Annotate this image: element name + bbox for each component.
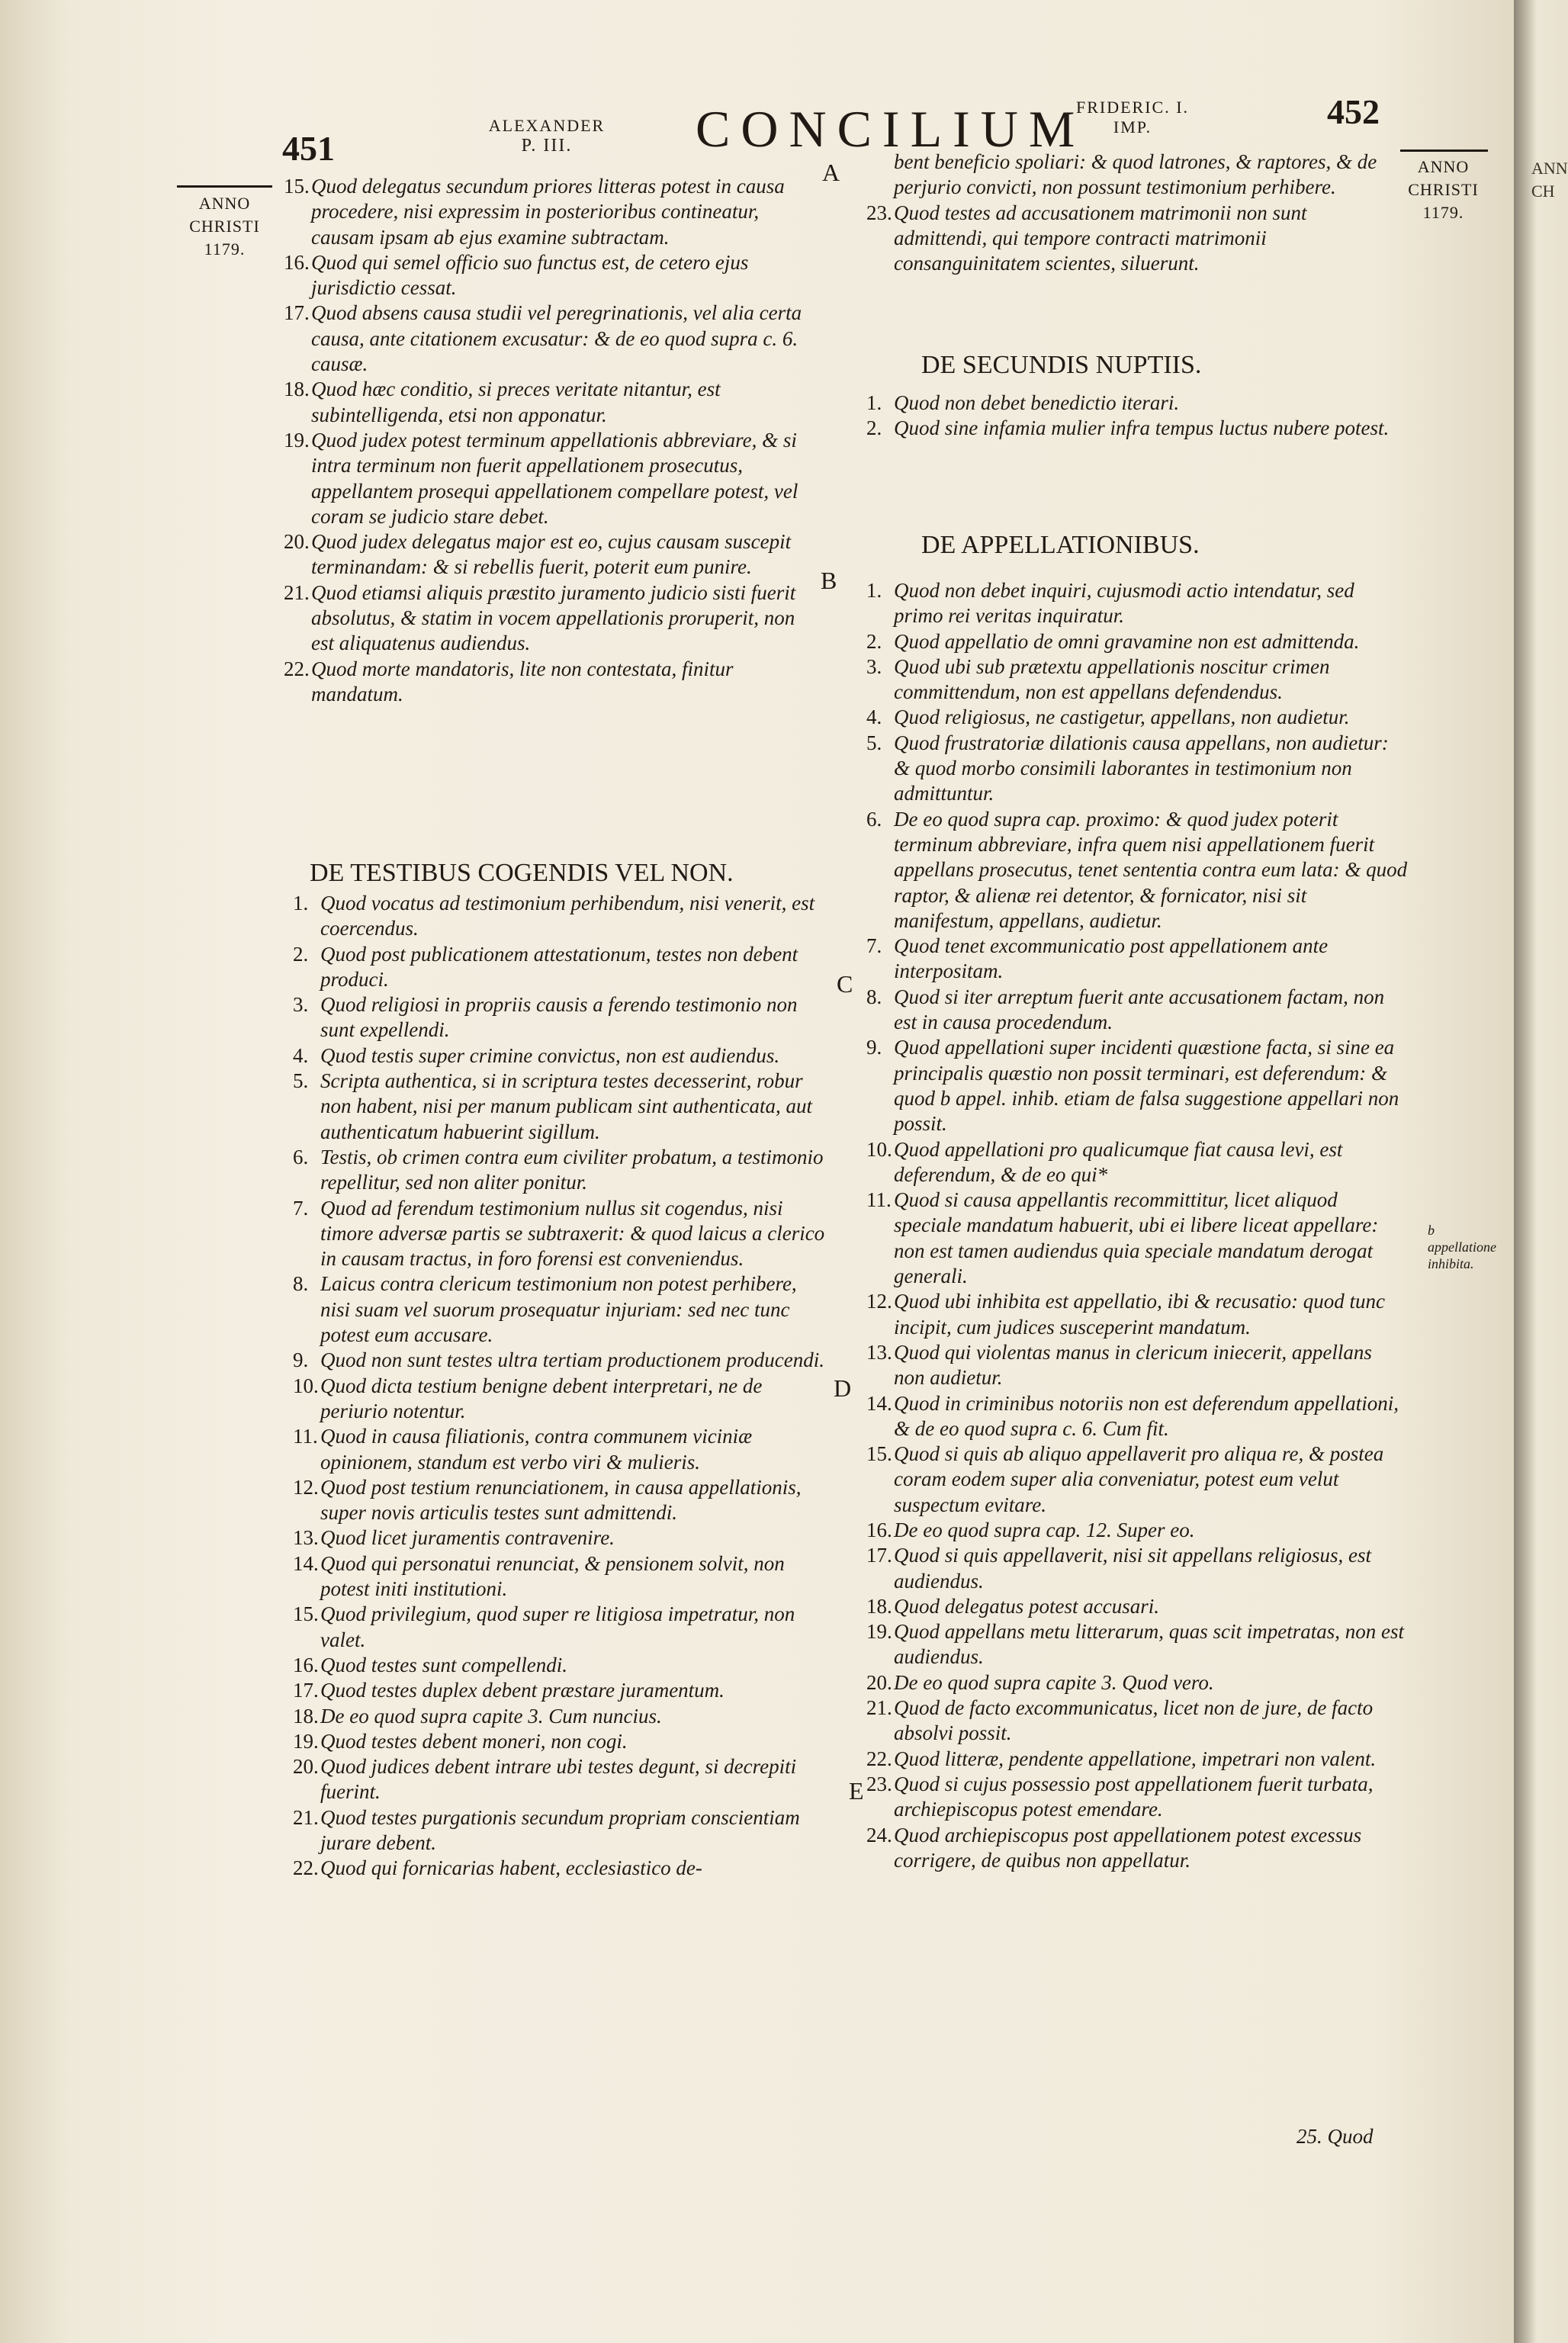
left-anno-label: ANNO xyxy=(198,194,251,213)
list-item: 7. Quod tenet excommunicatio post appellationem ante interpositam. xyxy=(866,934,1329,983)
list-item: 6. Testis, ob crimen contra eum civiliter probatum, a testimonio repellitur, sed non aliter ponitur. xyxy=(293,1145,824,1194)
left-christi-label: CHRISTI xyxy=(189,217,260,236)
list-item: 11. Quod si causa appellantis recommittitur, licet aliquod speciale mandatum habuerit, ubi ei libere liceat appellare: non est tamen audiendus quia speciale mandatum derogat generali. xyxy=(866,1188,1379,1288)
right-year: 1179. xyxy=(1422,203,1464,222)
right-year-note xyxy=(1396,156,1491,224)
list-item: 8. Quod si iter arreptum fuerit ante accusationem factam, non est in causa procedendum. xyxy=(866,985,1385,1034)
list-item: 2. Quod sine infamia mulier infra tempus luctus nubere potest. xyxy=(866,416,1390,440)
left-running-author xyxy=(482,116,612,156)
section-letter-b: B xyxy=(821,567,837,594)
list-item: 13.Quod licet juramentis contravenire. xyxy=(293,1526,615,1550)
right-christi-label: CHRISTI xyxy=(1408,180,1479,199)
testibus-list xyxy=(285,891,828,1882)
list-item: 1. Quod non debet benedictio iterari. xyxy=(866,391,1180,414)
appellationibus-list xyxy=(859,578,1408,1873)
list-item: 20.De eo quod supra capite 3. Quod vero. xyxy=(866,1670,1214,1694)
section-letter-a: A xyxy=(822,159,840,186)
list-item: 17.Quod si quis appellaverit, nisi sit appellans religiosus, est audiendus. xyxy=(866,1544,1371,1593)
left-column xyxy=(276,174,819,707)
right-margin-rule xyxy=(1400,149,1488,152)
right-column-intro xyxy=(859,149,1393,276)
right-running-author xyxy=(1068,98,1197,137)
list-item: 1. Quod non debet inquiri, cujusmodi actio intendatur, sed primo rei veritas inquiratur. xyxy=(866,579,1354,628)
list-item: 22.Quod morte mandatoris, lite non contestata, finitur mandatum. xyxy=(284,657,734,705)
section-heading-appellationibus: DE APPELLATIONIBUS. xyxy=(921,531,1200,560)
page-title: CONCILIUM xyxy=(696,100,1086,158)
section-letter-c: C xyxy=(837,970,853,998)
list-item: 3. Quod religiosi in propriis causis a ferendo testimonio non sunt expellendi. xyxy=(293,993,798,1042)
list-item: 13.Quod qui violentas manus in clericum iniecerit, appellans non audietur. xyxy=(866,1340,1372,1390)
list-item: 12.Quod ubi inhibita est appellatio, ibi & recusatio: quod tunc incipit, cum judices susceperint mandatum. xyxy=(866,1290,1385,1339)
list-item: 4. Quod testis super crimine convictus, non est audiendus. xyxy=(293,1043,780,1067)
right-page-number: 452 xyxy=(1327,92,1380,131)
list-item: 7. Quod ad ferendum testimonium nullus sit cogendus, nisi timore adversæ partis se subtraxerit: & quod laicus a clerico in causam tractus, in foro forensi est conveniendus. xyxy=(293,1196,825,1271)
list-item: 18.Quod hæc conditio, si preces veritate nitantur, est subintelligenda, etsi non apponatur. xyxy=(284,378,721,426)
left-author-sub: P. III. xyxy=(521,136,573,156)
list-item: 16.Quod qui semel officio suo functus est, de cetero ejus jurisdictio cessat. xyxy=(284,250,749,300)
list-item: 1. Quod vocatus ad testimonium perhibendum, nisi venerit, est coercendus. xyxy=(293,892,815,940)
list-item: 23.Quod testes ad accusationem matrimonii non sunt admittendi, qui tempore contracti matrimonii consanguinitatem scientes, siluerunt. xyxy=(866,201,1307,275)
list-item: 16.Quod testes sunt compellendi. xyxy=(293,1653,567,1676)
list-item: 23.Quod si cujus possessio post appellationem fuerit turbata, archiepiscopus potest emendare. xyxy=(866,1772,1374,1821)
list-item: 19.Quod appellans metu litterarum, quas scit impetratas, non est audiendus. xyxy=(866,1620,1404,1669)
list-item: 21.Quod etiamsi aliquis præstito juramento judicio sisti fuerit absolutus, & statim in vocem appellationis proruperit, non est aliquatenus audiendus. xyxy=(284,580,796,655)
list-item: 9. Quod appellationi super incidenti quæstione facta, si sine ea principalis quæstio non possit terminari, est deferendum: & quod b appel. inhib. etiam de falsa suggestione appellari non possit. xyxy=(866,1036,1399,1136)
list-item: 9. Quod non sunt testes ultra tertiam productionem producendi. xyxy=(293,1348,824,1372)
list-item: 15.Quod si quis ab aliquo appellaverit pro aliqua re, & postea coram eodem super alia conveniatur, potest eum velut suspectum evitare. xyxy=(866,1442,1384,1516)
list-item: 3. Quod ubi sub prætextu appellationis noscitur crimen committendum, non est appellans defendendus. xyxy=(866,654,1330,704)
list-item: 21.Quod de facto excommunicatus, licet non de jure, de facto absolvi possit. xyxy=(866,1696,1374,1745)
book-gutter xyxy=(1514,0,1568,2343)
list-item: 10.Quod appellationi pro qualicumque fiat causa levi, est deferendum, & de eo qui* xyxy=(866,1137,1343,1186)
side-note: b appellatione inhibita. xyxy=(1428,1223,1496,1271)
list-item: 14.Quod qui personatui renunciat, & pensionem solvit, non potest initi institutioni. xyxy=(293,1551,785,1601)
list-item: 24.Quod archiepiscopus post appellationem potest excessus corrigere, de quibus non appellatur. xyxy=(866,1823,1362,1872)
appellationibus-column xyxy=(859,578,1408,1873)
left-margin-rule xyxy=(177,185,272,188)
section-heading-nuptiis: DE SECUNDIS NUPTIIS. xyxy=(921,351,1202,380)
list-item: 14.Quod in criminibus notoriis non est deferendum appellationi, & de eo quod supra c. 6. Cum fit. xyxy=(866,1391,1399,1440)
section-heading-testibus: DE TESTIBUS COGENDIS VEL NON. xyxy=(310,859,734,888)
list-item: 18.De eo quod supra capite 3. Cum nuncius. xyxy=(293,1704,662,1728)
list-item: 15.Quod delegatus secundum priores litteras potest in causa procedere, nisi expressim in posterioribus contineatur, causam ipsam ab ejus examine subtractam. xyxy=(284,175,785,249)
list-item: 19.Quod judex potest terminum appellationis abbreviare, & si intra terminum non fuerit appellationem prosecutus, appellantem prosequi appellationem compellare potest, vel coram se judicio stare debet. xyxy=(284,428,798,528)
right-author-name: FRIDERIC. I. xyxy=(1075,98,1190,117)
list-item: 12.Quod post testium renunciationem, in causa appellationis, super novis articulis testes sunt admittendi. xyxy=(293,1475,802,1525)
left-testibus-column xyxy=(285,891,828,1882)
catchword: 25. Quod xyxy=(1296,2125,1374,2148)
section-letter-e: E xyxy=(849,1777,864,1805)
list-item: 22.Quod qui fornicarias habent, ecclesiastico de- xyxy=(293,1856,702,1880)
list-item: 18.Quod delegatus potest accusari. xyxy=(866,1594,1159,1618)
edge-anno: ANN xyxy=(1531,159,1568,178)
list-item: 21.Quod testes purgationis secundum propriam conscientiam jurare debent. xyxy=(293,1805,800,1854)
edge-christi: CH xyxy=(1531,182,1555,201)
section-letter-d: D xyxy=(834,1374,852,1402)
list-item: 5. Scripta authentica, si in scriptura testes decesserint, robur non habent, nisi per manum publicam sint authenticata, aut authenticatum habuerint sigillum. xyxy=(293,1069,812,1143)
list-item: 2. Quod appellatio de omni gravamine non est admittenda. xyxy=(866,629,1360,653)
list-item: 15.Quod privilegium, quod super re litigiosa impetratur, non valet. xyxy=(293,1602,795,1651)
next-page-edge-label xyxy=(1531,157,1568,203)
list-item: 20.Quod judex delegatus major est eo, cujus causam suscepit terminandam: & si rebellis fuerit, poterit eum punire. xyxy=(284,530,792,579)
list-item: bent beneficio spoliari: & quod latrones, & raptores, & de perjurio convicti, non possunt testimonium perhibere. xyxy=(894,150,1377,199)
left-intro-list xyxy=(276,174,819,707)
list-item: 19.Quod testes debent moneri, non cogi. xyxy=(293,1729,628,1753)
list-item: 22.Quod litteræ, pendente appellatione, impetrari non valent. xyxy=(866,1747,1377,1770)
list-item: 11. Quod in causa filiationis, contra communem viciniæ opinionem, standum est verbo viri & mulieris. xyxy=(293,1425,753,1474)
nuptiis-column xyxy=(859,390,1393,442)
list-item: 8. Laicus contra clericum testimonium non potest perhibere, nisi suam vel suorum prosequatur injuriam: sed nec tunc potest eum accusare. xyxy=(293,1272,797,1347)
left-author-name: ALEXANDER xyxy=(488,116,606,135)
list-item: 20.Quod judices debent intrare ubi testes degunt, si decrepiti fuerint. xyxy=(293,1755,797,1804)
list-item: 4. Quod religiosus, ne castigetur, appellans, non audietur. xyxy=(866,705,1350,729)
nuptiis-list xyxy=(859,390,1393,442)
list-item: 17.Quod absens causa studii vel peregrinationis, vel alia certa causa, ante citationem excusatur: & de eo quod supra c. 6. causæ. xyxy=(284,301,802,376)
right-author-sub: IMP. xyxy=(1113,117,1152,137)
left-year-note xyxy=(177,192,272,261)
list-item: 16.De eo quod supra cap. 12. Super eo. xyxy=(866,1518,1195,1541)
list-item: 10.Quod dicta testium benigne debent interpretari, ne de periurio notentur. xyxy=(293,1374,763,1422)
list-item: 17.Quod testes duplex debent præstare juramentum. xyxy=(293,1679,725,1702)
left-page-number: 451 xyxy=(282,129,335,168)
list-item: 6. De eo quod supra cap. proximo: & quod judex poterit terminum abbreviare, infra quem nisi appellationem fuerit appellans prosecutus, tenet sententia contra eum lata: & quod raptor, & alienæ rei detentor, & fornicator, nisi sit manifestum, appellans, audietur. xyxy=(866,807,1408,932)
right-intro-list xyxy=(859,149,1393,276)
list-item: 2. Quod post publicationem attestationum, testes non debent produci. xyxy=(293,942,798,991)
right-anno-label: ANNO xyxy=(1417,157,1470,176)
left-year: 1179. xyxy=(204,239,246,259)
list-item: 5. Quod frustratoriæ dilationis causa appellans, non audietur: & quod morbo consimili laborantes in testimonium non admittuntur. xyxy=(866,731,1389,805)
